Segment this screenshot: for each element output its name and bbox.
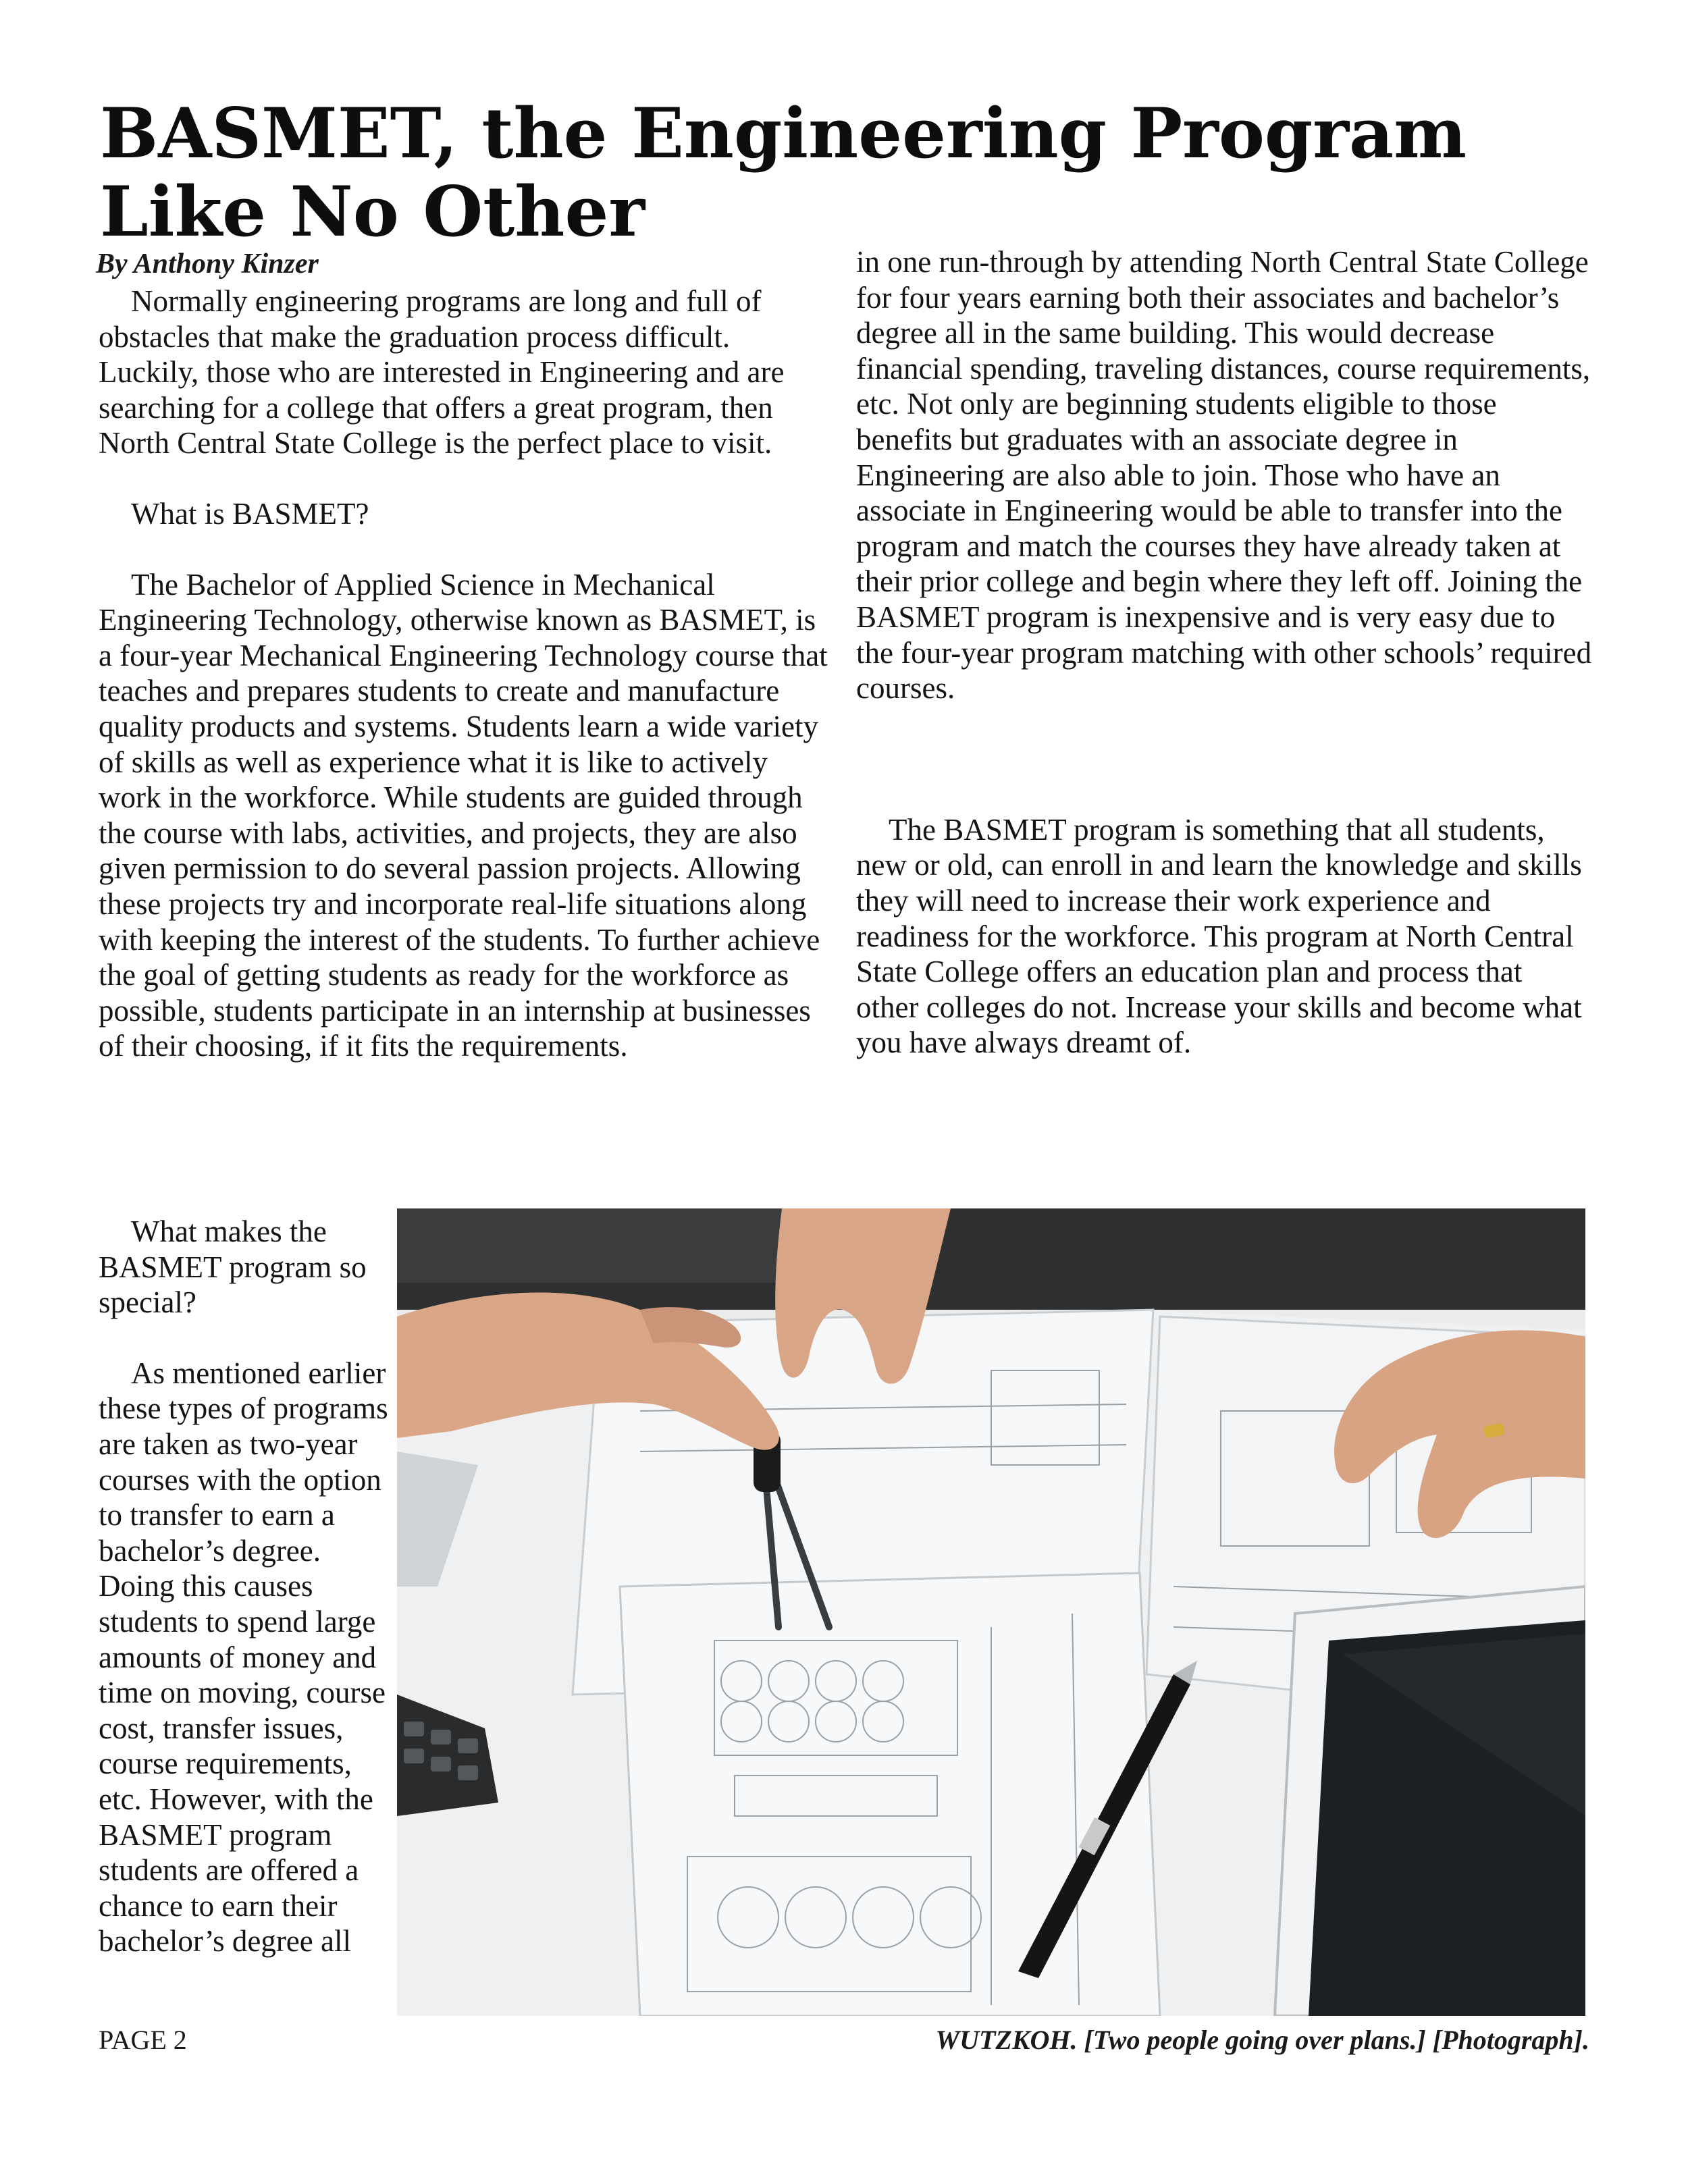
engineering-plans-photo bbox=[397, 1208, 1585, 2016]
narrow-column bbox=[99, 1214, 396, 1959]
section-heading-special: What makes the BASMET program so special? bbox=[99, 1215, 367, 1320]
byline: By Anthony Kinzer bbox=[96, 248, 319, 279]
article-title: BASMET, the Engineering Program Like No Other bbox=[100, 93, 1467, 252]
continued-paragraph: in one run-through by attending North Central State College for four years earning both their associates and bachelor’s degree all in the same building. This would decrease financial spending, traveling distances, course requirements, etc. Not only are beginning students eligible to those benefits but graduates with an associate degree in Engineering are also able to join. Those who have an associate in Engineering would be able to transfer into the program and match the courses they have already taken at their prior college and begin where they left off. Joining the BASMET program is inexpensive and is very easy due to the four-year program matching with other schools’ required courses. bbox=[856, 245, 1592, 705]
right-column bbox=[856, 244, 1592, 1061]
closing-paragraph: The BASMET program is something that all students, new or old, can enroll in and learn the knowledge and skills they will need to increase their work experience and readiness for the workforce. This program at North Central State College offers an education plan and process that other colleges do not. Increase your skills and become what you have always dreamt of. bbox=[856, 812, 1582, 1060]
description-paragraph: The Bachelor of Applied Science in Mechanical Engineering Technology, otherwise known as BASMET, is a four-year Mechanical Engineering Technology course that teaches and prepares students to create and manufacture quality products and systems. Students learn a wide variety of skills as well as experience what it is like to actively work in the workforce. While students are guided through the course with labs, activities, and projects, they are also given permission to do several passion projects. Allowing these projects try and incorporate real-life situations along with keeping the interest of the students. To further achieve the goal of getting students as ready for the workforce as possible, students participate in an internship at businesses of their choosing, if it fits the requirements. bbox=[99, 567, 828, 1063]
benefits-paragraph: As mentioned earlier these types of programs are taken as two-year courses with the option to transfer to earn a bachelor’s degree. Doing this causes students to spend large amounts of money and time on moving, course cost, transfer issues, course requirements, etc. However, with the BASMET program students are offered a chance to earn their bachelor’s degree all bbox=[99, 1356, 388, 1959]
page-number: PAGE 2 bbox=[99, 2025, 187, 2055]
photo-caption: WUTZKOH. [Two people going over plans.] [Photograph]. bbox=[935, 2025, 1589, 2055]
intro-paragraph: Normally engineering programs are long and full of obstacles that make the graduation process difficult. Luckily, those who are interested in Engineering and are searching for a college that offers a great program, then North Central State College is the perfect place to visit. bbox=[99, 284, 785, 460]
section-heading-what-is: What is BASMET? bbox=[131, 496, 369, 531]
left-column bbox=[99, 284, 835, 1064]
